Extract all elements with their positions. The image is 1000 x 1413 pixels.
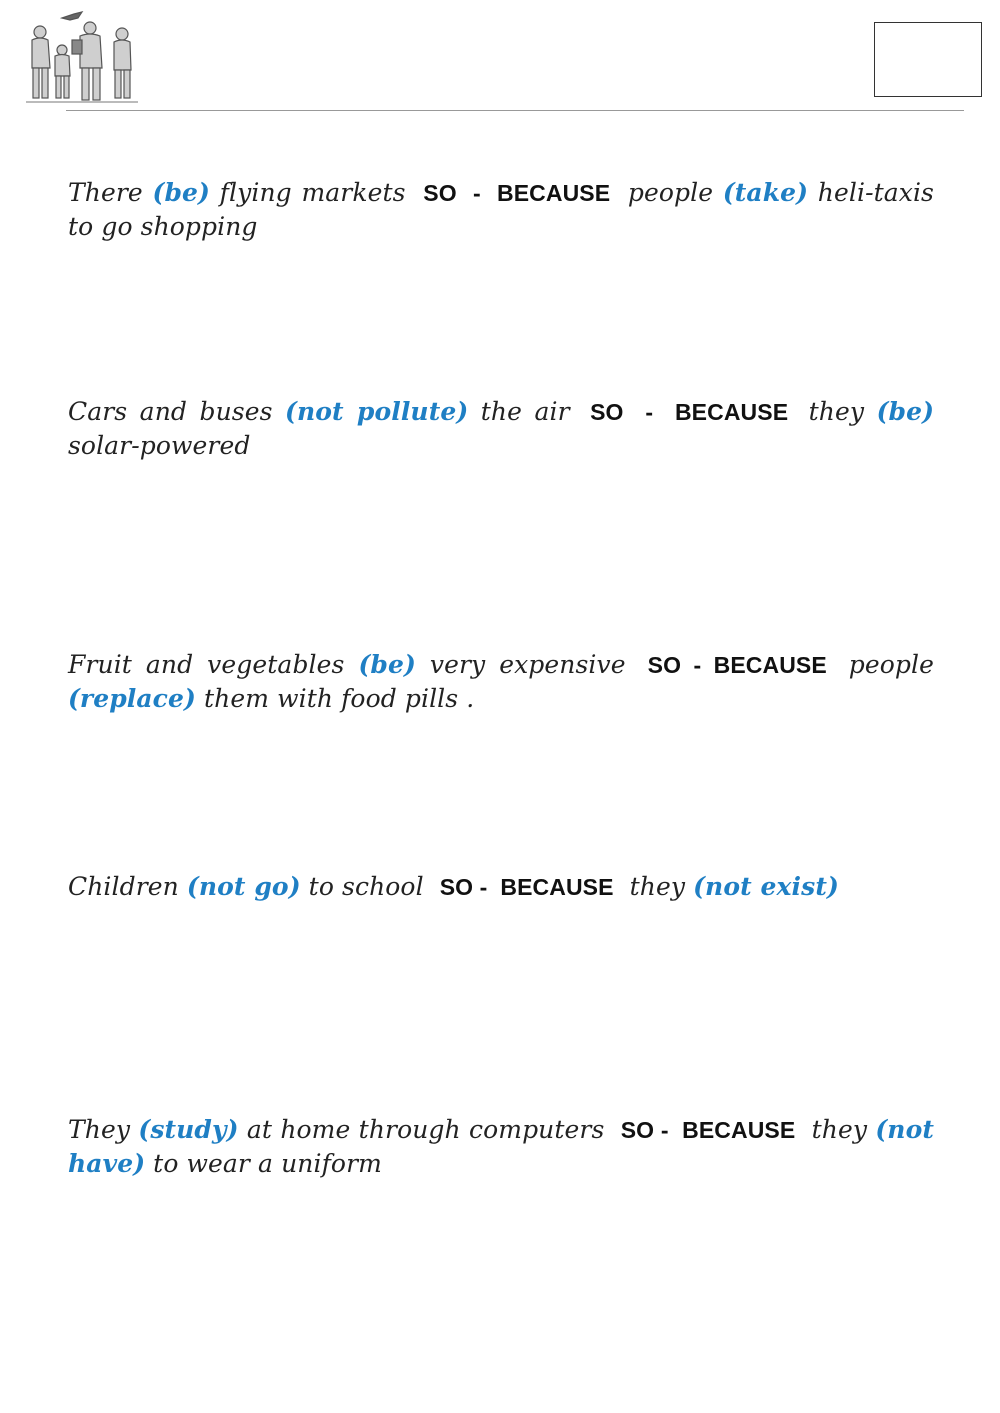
verb-prompt: (be) <box>358 650 416 679</box>
sentence-text: flying markets <box>209 178 406 207</box>
sentence-text: Fruit and vegetables <box>68 650 359 679</box>
sentence-text: very expensive <box>415 650 626 679</box>
sentence-text: the air <box>468 397 570 426</box>
sentence-text: people <box>848 650 935 679</box>
verb-prompt: (be) <box>152 178 210 207</box>
sentence-text: they <box>808 397 877 426</box>
sentence-item <box>68 648 934 716</box>
group-of-students-illustration <box>22 10 142 108</box>
so-because-choice[interactable]: SO - BECAUSE <box>590 399 789 425</box>
header-divider <box>66 110 964 111</box>
sentence-item <box>68 176 934 244</box>
sentence-text: Children <box>68 872 187 901</box>
so-because-choice[interactable]: SO - BECAUSE <box>423 180 611 206</box>
sentence-text: people <box>627 178 723 207</box>
sentence-text: them with food pills . <box>195 684 475 713</box>
sentence-item <box>68 395 934 463</box>
verb-prompt: (be) <box>876 397 935 426</box>
verb-prompt: (not exist) <box>693 872 839 901</box>
so-because-choice[interactable]: SO - BECAUSE <box>620 1117 796 1143</box>
sentence-text: There <box>68 178 153 207</box>
empty-score-box <box>874 22 982 97</box>
verb-prompt: (not go) <box>186 872 301 901</box>
so-because-choice[interactable]: SO - BECAUSE <box>647 652 827 678</box>
sentence-text: they <box>811 1115 876 1144</box>
sentence-text: to wear a uniform <box>145 1149 382 1178</box>
verb-prompt: (not pollute) <box>285 397 469 426</box>
verb-prompt: (study) <box>138 1115 239 1144</box>
sentence-text: they <box>629 872 694 901</box>
so-because-choice[interactable]: SO - BECAUSE <box>439 874 614 900</box>
verb-prompt: (take) <box>722 178 809 207</box>
sentence-text: to school <box>300 872 424 901</box>
sentence-text: Cars and buses <box>68 397 286 426</box>
sentence-text: They <box>68 1115 139 1144</box>
verb-prompt: (replace) <box>68 684 196 713</box>
sentence-text: heli-taxis to go shopping <box>68 178 934 241</box>
sentence-text: solar-powered <box>68 431 251 460</box>
sentence-item <box>68 870 934 904</box>
verb-prompt: (not have) <box>68 1115 934 1178</box>
sentence-item <box>68 1113 934 1181</box>
sentence-text: at home through computers <box>238 1115 605 1144</box>
